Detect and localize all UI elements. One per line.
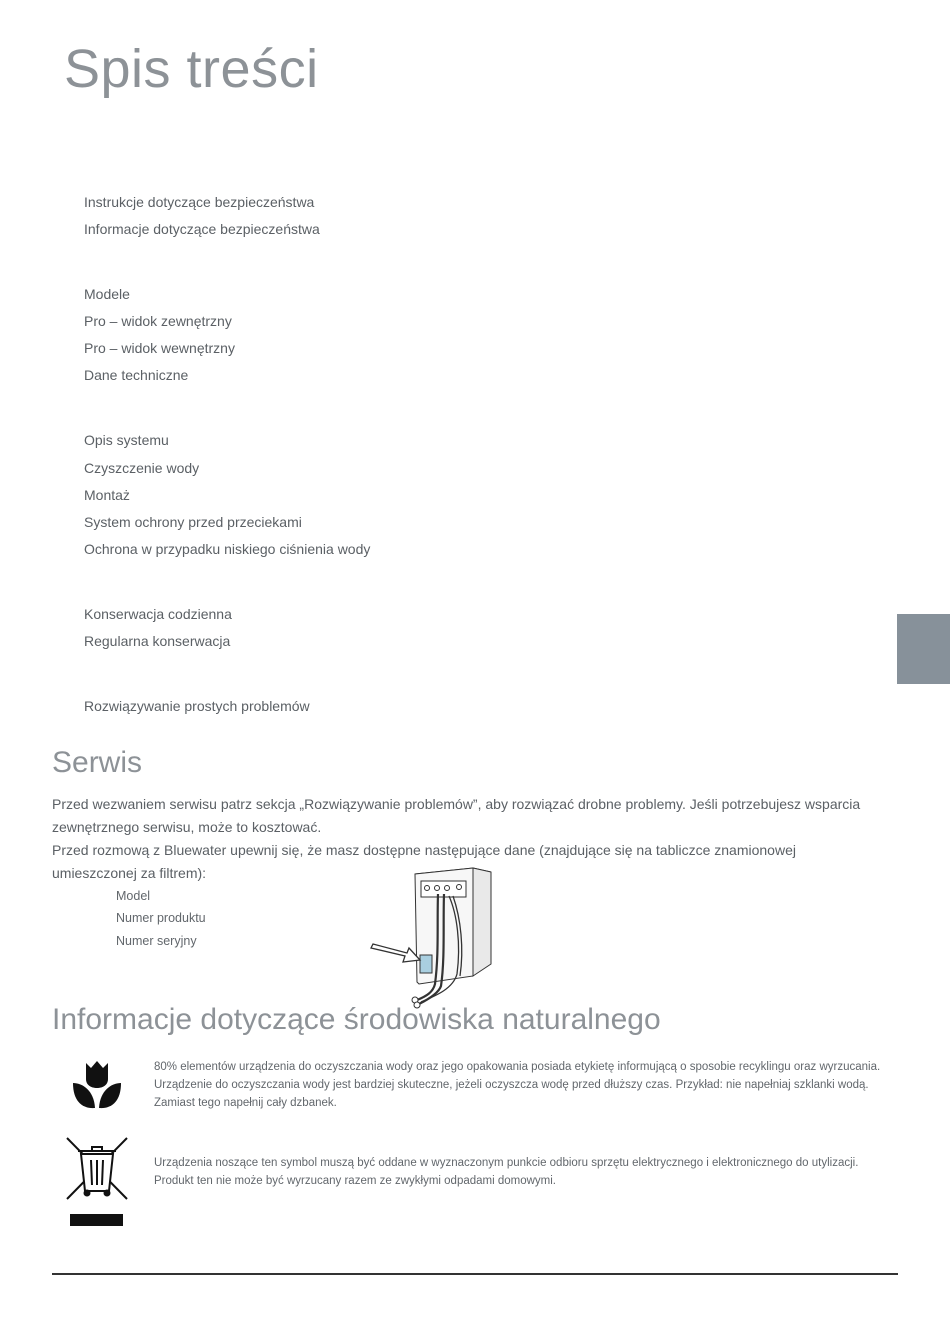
environment-title: Informacje dotyczące środowiska naturalnego bbox=[52, 1003, 661, 1036]
toc-item-leak-protection[interactable]: System ochrony przed przeciekami bbox=[84, 514, 302, 530]
service-item-product-number: Numer produktu bbox=[116, 911, 206, 925]
toc-item-internal-view[interactable]: Pro – widok wewnętrzny bbox=[84, 340, 235, 356]
tulip-eco-icon bbox=[72, 1059, 122, 1111]
service-item-serial-number: Numer seryjny bbox=[116, 934, 197, 948]
toc-item-installation[interactable]: Montaż bbox=[84, 487, 130, 503]
toc-item-safety-instructions[interactable]: Instrukcje dotyczące bezpieczeństwa bbox=[84, 194, 315, 210]
toc-item-system-description[interactable]: Opis systemu bbox=[84, 432, 169, 448]
service-paragraph-1: Przed wezwaniem serwisu patrz sekcja „Rozwiązywanie problemów”, aby rozwiązać drobne problemy. Jeśli potrzebujesz wsparcia zewnętrznego serwisu, może to kosztować. bbox=[52, 796, 861, 835]
service-title: Serwis bbox=[52, 746, 143, 779]
weee-line-2: Produkt ten nie może być wyrzucany razem ze zwykłymi odpadami domowymi. bbox=[154, 1175, 557, 1187]
filter-unit-illustration bbox=[365, 864, 500, 1009]
footer-divider bbox=[52, 1273, 898, 1275]
toc-item-technical-data[interactable]: Dane techniczne bbox=[84, 367, 189, 383]
toc-item-daily-maintenance[interactable]: Konserwacja codzienna bbox=[84, 606, 232, 622]
crossed-bin-icon bbox=[64, 1136, 130, 1228]
environment-text-weee bbox=[154, 1154, 889, 1190]
service-item-model: Model bbox=[116, 889, 151, 903]
side-tab-marker bbox=[897, 614, 950, 684]
service-paragraph-2: Przed rozmową z Bluewater upewnij się, że masz dostępne następujące dane (znajdujące się na tabliczce znamionowej umieszczonej za filtrem): bbox=[52, 842, 796, 881]
toc-item-external-view[interactable]: Pro – widok zewnętrzny bbox=[84, 313, 232, 329]
toc-item-safety-information[interactable]: Informacje dotyczące bezpieczeństwa bbox=[84, 221, 320, 237]
toc-item-models[interactable]: Modele bbox=[84, 286, 130, 302]
toc-item-regular-maintenance[interactable]: Regularna konserwacja bbox=[84, 633, 231, 649]
weee-line-1: Urządzenia noszące ten symbol muszą być oddane w wyznaczonym punkcie odbioru sprzętu elektrycznego i elektronicznego do utylizacji. bbox=[154, 1157, 859, 1169]
toc-item-low-pressure-protection[interactable]: Ochrona w przypadku niskiego ciśnienia wody bbox=[84, 541, 371, 557]
toc-item-troubleshooting[interactable]: Rozwiązywanie prostych problemów bbox=[84, 698, 310, 714]
environment-text-recycling: 80% elementów urządzenia do oczyszczania wody oraz jego opakowania posiada etykietę informującą o sposobie recyklingu oraz wyrzucania. Urządzenie do oczyszczania wody jest bardziej skuteczne, jeżeli oczyszcza wodę przed dłuższy czas. Przykład: nie napełniaj szklanki wodą. Zamiast tego napełnij cały dzbanek. bbox=[154, 1061, 881, 1109]
toc-item-water-cleaning[interactable]: Czyszczenie wody bbox=[84, 460, 200, 476]
page-title: Spis treści bbox=[64, 39, 319, 99]
